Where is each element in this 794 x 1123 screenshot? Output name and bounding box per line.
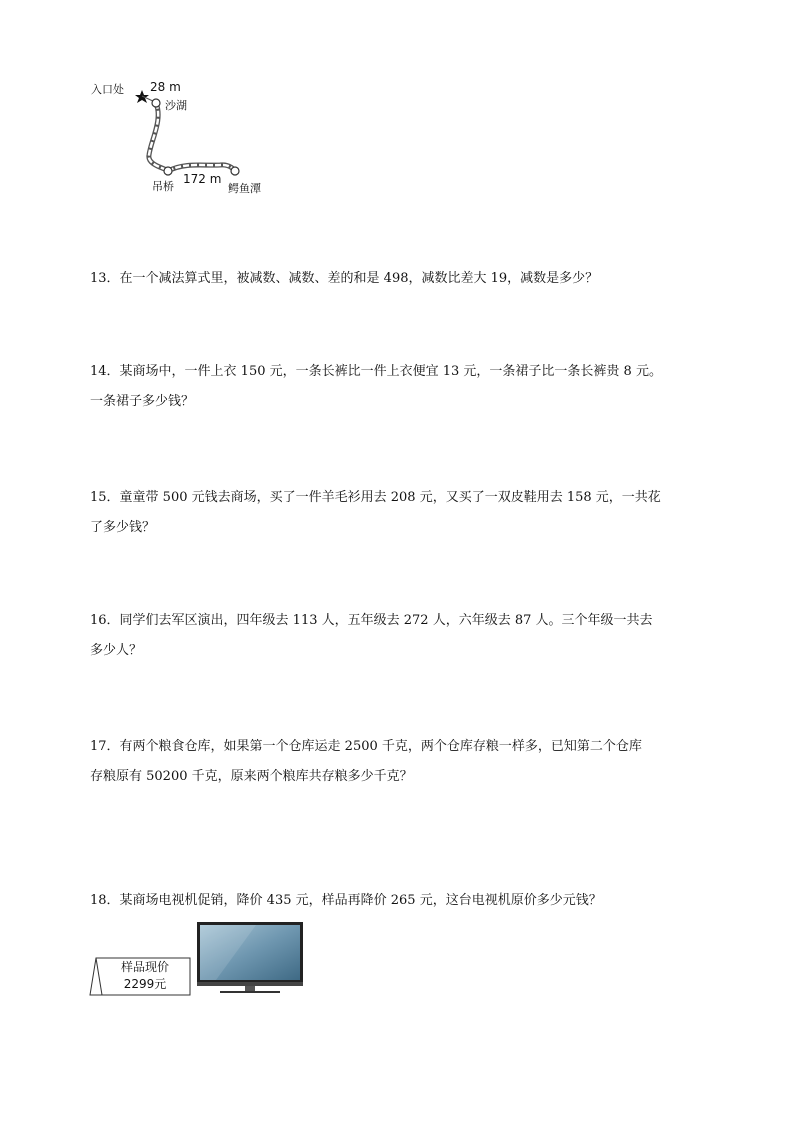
- price-tag-value: 2299元: [123, 977, 167, 991]
- tv-icon: [196, 920, 304, 996]
- price-tag-text: [102, 959, 188, 993]
- question-13: [90, 264, 720, 294]
- question-text-cont: 存粮原有 50200 千克，原来两个粮库共存粮多少千克？: [90, 769, 413, 784]
- distance-28-label: 28 m: [150, 80, 181, 94]
- bridge-label: 吊桥: [152, 180, 174, 193]
- question-15: [90, 483, 720, 543]
- question-14: [90, 357, 720, 417]
- croc-pool-label: 鳄鱼潭: [228, 182, 261, 195]
- question-text: 13．在一个减法算式里，被减数、减数、差的和是 498，减数比差大 19，减数是多少？: [90, 271, 599, 286]
- question-text: 14．某商场中，一件上衣 150 元，一条长裤比一件上衣便宜 13 元，一条裙子比一条长裤贵 8 元。: [90, 364, 662, 379]
- question-17: [90, 732, 720, 792]
- bridge-node: [164, 167, 172, 175]
- question-text: 17．有两个粮食仓库，如果第一个仓库运走 2500 千克，两个仓库存粮一样多，已知第二个仓库: [90, 739, 642, 754]
- route-map: [85, 70, 285, 200]
- price-tag-title: 样品现价: [120, 960, 169, 974]
- question-text-cont: 了多少钱？: [90, 520, 156, 535]
- question-text: 16．同学们去军区演出，四年级去 113 人，五年级去 272 人，六年级去 87 人。三个年级一共去: [90, 613, 653, 628]
- price-tag: [88, 955, 192, 997]
- question-18: [90, 886, 720, 916]
- croc-pool-node: [231, 167, 239, 175]
- tv-image: [196, 920, 304, 996]
- distance-172-label: 172 m: [183, 172, 222, 186]
- question-text: 18．某商场电视机促销，降价 435 元，样品再降价 265 元，这台电视机原价多少元钱？: [90, 893, 602, 908]
- question-text: 15．童童带 500 元钱去商场，买了一件羊毛衫用去 208 元，又买了一双皮鞋用去 158 元，一共花: [90, 490, 661, 505]
- question-text-cont: 一条裙子多少钱？: [90, 394, 195, 409]
- question-text-cont: 多少人？: [90, 643, 143, 658]
- sand-lake-label: 沙湖: [165, 99, 187, 112]
- sand-lake-node: [152, 99, 160, 107]
- question-16: [90, 606, 720, 666]
- entrance-label: 入口处: [91, 83, 124, 96]
